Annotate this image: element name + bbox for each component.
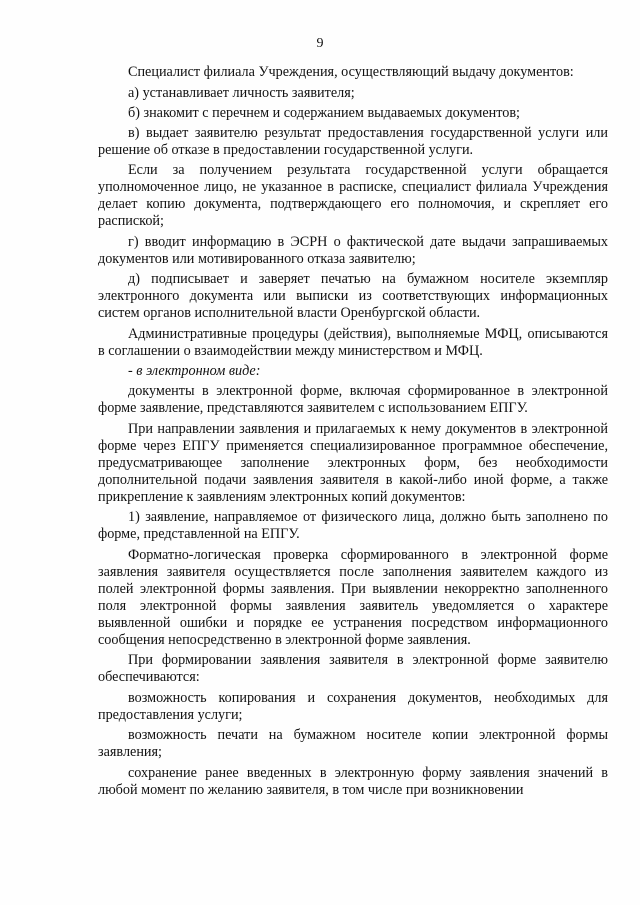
paragraph: д) подписывает и заверяет печатью на бумажном носителе экземпляр электронного документа или выписки из соответствующих информационных систем органов исполнительной власти Оренбургской области. <box>98 271 608 321</box>
paragraph: Если за получением результата государственной услуги обращается уполномоченное лицо, не указанное в расписке, специалист филиала Учреждения делает копию документа, подтверждающего его полномочия, и скрепляет его распиской; <box>98 162 608 229</box>
paragraph: возможность копирования и сохранения документов, необходимых для предоставления услуги; <box>98 689 608 723</box>
document-body <box>98 64 608 802</box>
paragraph: При направлении заявления и прилагаемых к нему документов в электронной форме через ЕПГУ применяется специализированное программное обеспечение, предусматривающее заполнение электронных форм, без необходимости дополнительной подачи заявления заявителя в какой-либо иной форме, а также прикрепление к заявлениям электронных копий документов: <box>98 420 608 505</box>
paragraph: Административные процедуры (действия), выполняемые МФЦ, описываются в соглашении о взаимодействии между министерством и МФЦ. <box>98 325 608 359</box>
paragraph: Форматно-логическая проверка сформированного в электронной форме заявления заявителя осуществляется после заполнения заявителем каждого из полей электронной формы заявления. При выявлении некорректно заполненного поля электронной формы заявления заявитель уведомляется о характере выявленной ошибки и порядке ее устранения посредством информационного сообщения непосредственно в электронной форме заявления. <box>98 546 608 648</box>
paragraph: в) выдает заявителю результат предоставления государственной услуги или решение об отказе в предоставлении государственной услуги. <box>98 124 608 158</box>
paragraph: При формировании заявления заявителя в электронной форме заявителю обеспечиваются: <box>98 652 608 685</box>
paragraph: г) вводит информацию в ЭСРН о фактической дате выдачи запрашиваемых документов или мотивированного отказа заявителю; <box>98 233 608 267</box>
paragraph-italic <box>98 363 608 380</box>
paragraph: 1) заявление, направляемое от физического лица, должно быть заполнено по форме, представленной на ЕПГУ. <box>98 509 608 542</box>
paragraph: возможность печати на бумажном носителе копии электронной формы заявления; <box>98 727 608 760</box>
paragraph: сохранение ранее введенных в электронную форму заявления значений в любой момент по желанию заявителя, в том числе при возникновении <box>98 764 608 798</box>
page-number: 9 <box>316 36 324 51</box>
paragraph: Специалист филиала Учреждения, осуществляющий выдачу документов: <box>128 64 574 80</box>
italic-heading: - в электронном виде: <box>128 363 261 379</box>
paragraph: б) знакомит с перечнем и содержанием выдаваемых документов; <box>128 104 520 121</box>
paragraph: документы в электронной форме, включая сформированное в электронной форме заявление, представляются заявителем с использованием ЕПГУ. <box>98 383 608 416</box>
paragraph: а) устанавливает личность заявителя; <box>128 84 355 101</box>
